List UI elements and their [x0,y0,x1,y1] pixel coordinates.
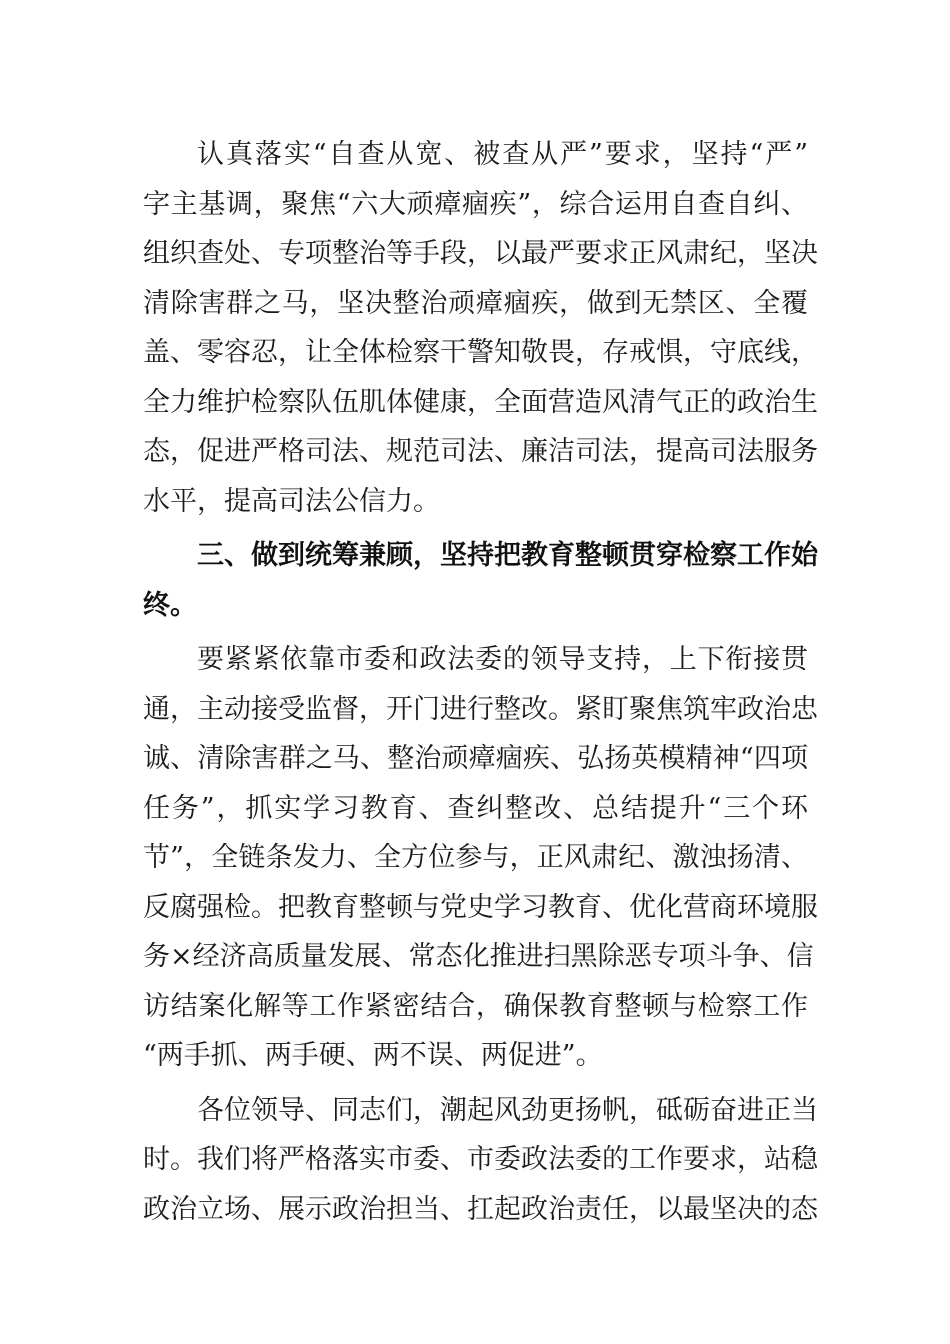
text-line: “两手抓、两手硬、两不误、两促进”。 [143,1040,603,1071]
text-line: 访结案化解等工作紧密结合，确保教育整顿与检察工作 [143,990,808,1022]
text-line: 组织查处、专项整治等手段，以最严要求正风肃纪，坚决 [143,238,818,269]
paragraph-strict-discipline [143,130,818,526]
text-line: 时。我们将严格落实市委、市委政法委的工作要求，站稳 [143,1144,818,1175]
paragraph-coordination [143,635,818,1081]
text-line: 全力维护检察队伍肌体健康，全面营造风清气正的政治生 [143,386,818,418]
text-line: 务×经济高质量发展、常态化推进扫黑除恶专项斗争、信 [143,941,814,972]
text-line: 诚、清除害群之马、整治顽瘴痼疾、弘扬英模精神“四项 [143,743,808,774]
section-heading-3 [143,531,818,630]
paragraph-closing [143,1086,818,1235]
heading-line: 三、做到统筹兼顾，坚持把教育整顿贯穿检察工作始 [197,540,818,571]
text-line: 反腐强检。把教育整顿与党史学习教育、优化营商环境服 [143,891,818,923]
text-line: 任务”，抓实学习教育、查纠整改、总结提升“三个环 [143,792,808,824]
text-line: 字主基调，聚焦“六大顽瘴痼疾”，综合运用自查自纠、 [143,188,808,220]
text-line: 盖、零容忍，让全体检察干警知敬畏，存戒惧，守底线， [143,337,818,368]
text-line: 各位领导、同志们，潮起风劲更扬帆，砥砺奋进正当 [197,1094,818,1126]
text-line: 通，主动接受监督，开门进行整改。紧盯聚焦筑牢政治忠 [143,693,818,725]
text-line: 水平，提高司法公信力。 [143,485,440,517]
text-line: 要紧紧依靠市委和政法委的领导支持，上下衔接贯 [197,644,808,675]
heading-line: 终。 [143,589,197,621]
document-body [143,130,818,1239]
text-line: 清除害群之马，坚决整治顽瘴痼疾，做到无禁区、全覆 [143,287,808,319]
text-line: 态，促进严格司法、规范司法、廉洁司法，提高司法服务 [143,436,818,467]
text-line: 节”，全链条发力、全方位参与，正风肃纪、激浊扬清、 [143,842,808,873]
text-line: 政治立场、展示政治担当、扛起政治责任，以最坚决的态 [143,1193,818,1225]
text-line: 认真落实“自查从宽、被查从严”要求，坚持“严” [197,139,808,170]
